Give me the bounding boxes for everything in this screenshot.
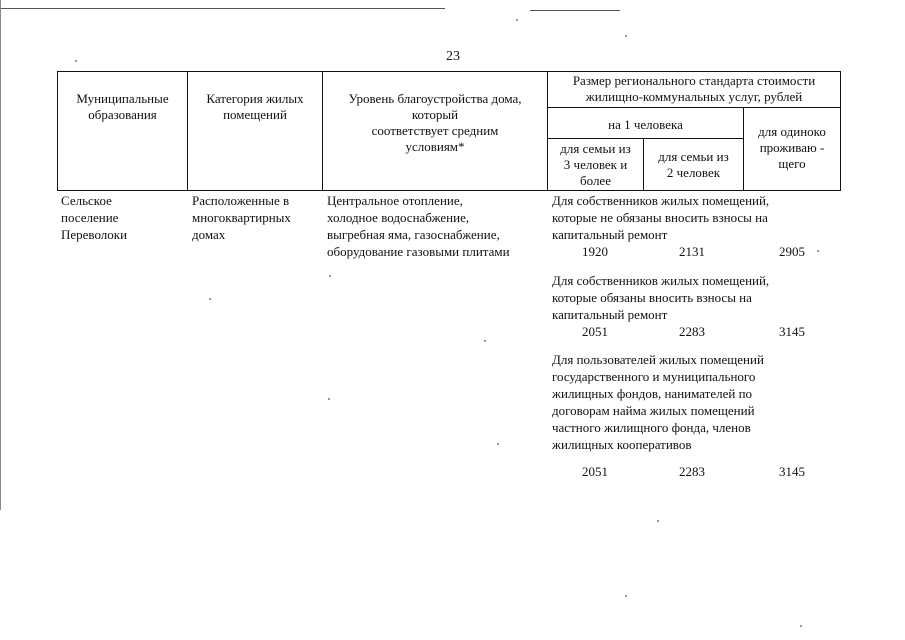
scan-speck: [625, 595, 627, 597]
scan-speck: [516, 19, 518, 21]
value-family2: 2131: [679, 244, 705, 259]
scan-speck: [209, 298, 211, 300]
scan-line-top: [0, 8, 445, 9]
scan-speck: [328, 398, 330, 400]
scan-speck: [800, 625, 802, 627]
scan-speck: [75, 60, 77, 62]
scan-speck: [657, 520, 659, 522]
header-category: Категория жилых помещений: [206, 91, 304, 122]
value-family3: 2051: [582, 464, 608, 479]
scan-speck: [484, 340, 486, 342]
header-municipal: Муниципальные образования: [76, 91, 169, 122]
value-single: 3145: [779, 464, 805, 479]
value-family3: 1920: [582, 244, 608, 259]
scan-speck: [497, 443, 499, 445]
value-family2: 2283: [679, 324, 705, 339]
value-single: 3145: [779, 324, 805, 339]
scan-speck: [329, 275, 331, 277]
scan-speck: [625, 35, 627, 37]
value-family3: 2051: [582, 324, 608, 339]
header-per-person: на 1 человека: [608, 117, 683, 132]
scan-edge-left: [0, 0, 1, 510]
scan-line-top-right: [530, 10, 620, 11]
page-number: 23: [446, 49, 460, 64]
value-single: 2905: [779, 244, 805, 259]
value-family2: 2283: [679, 464, 705, 479]
